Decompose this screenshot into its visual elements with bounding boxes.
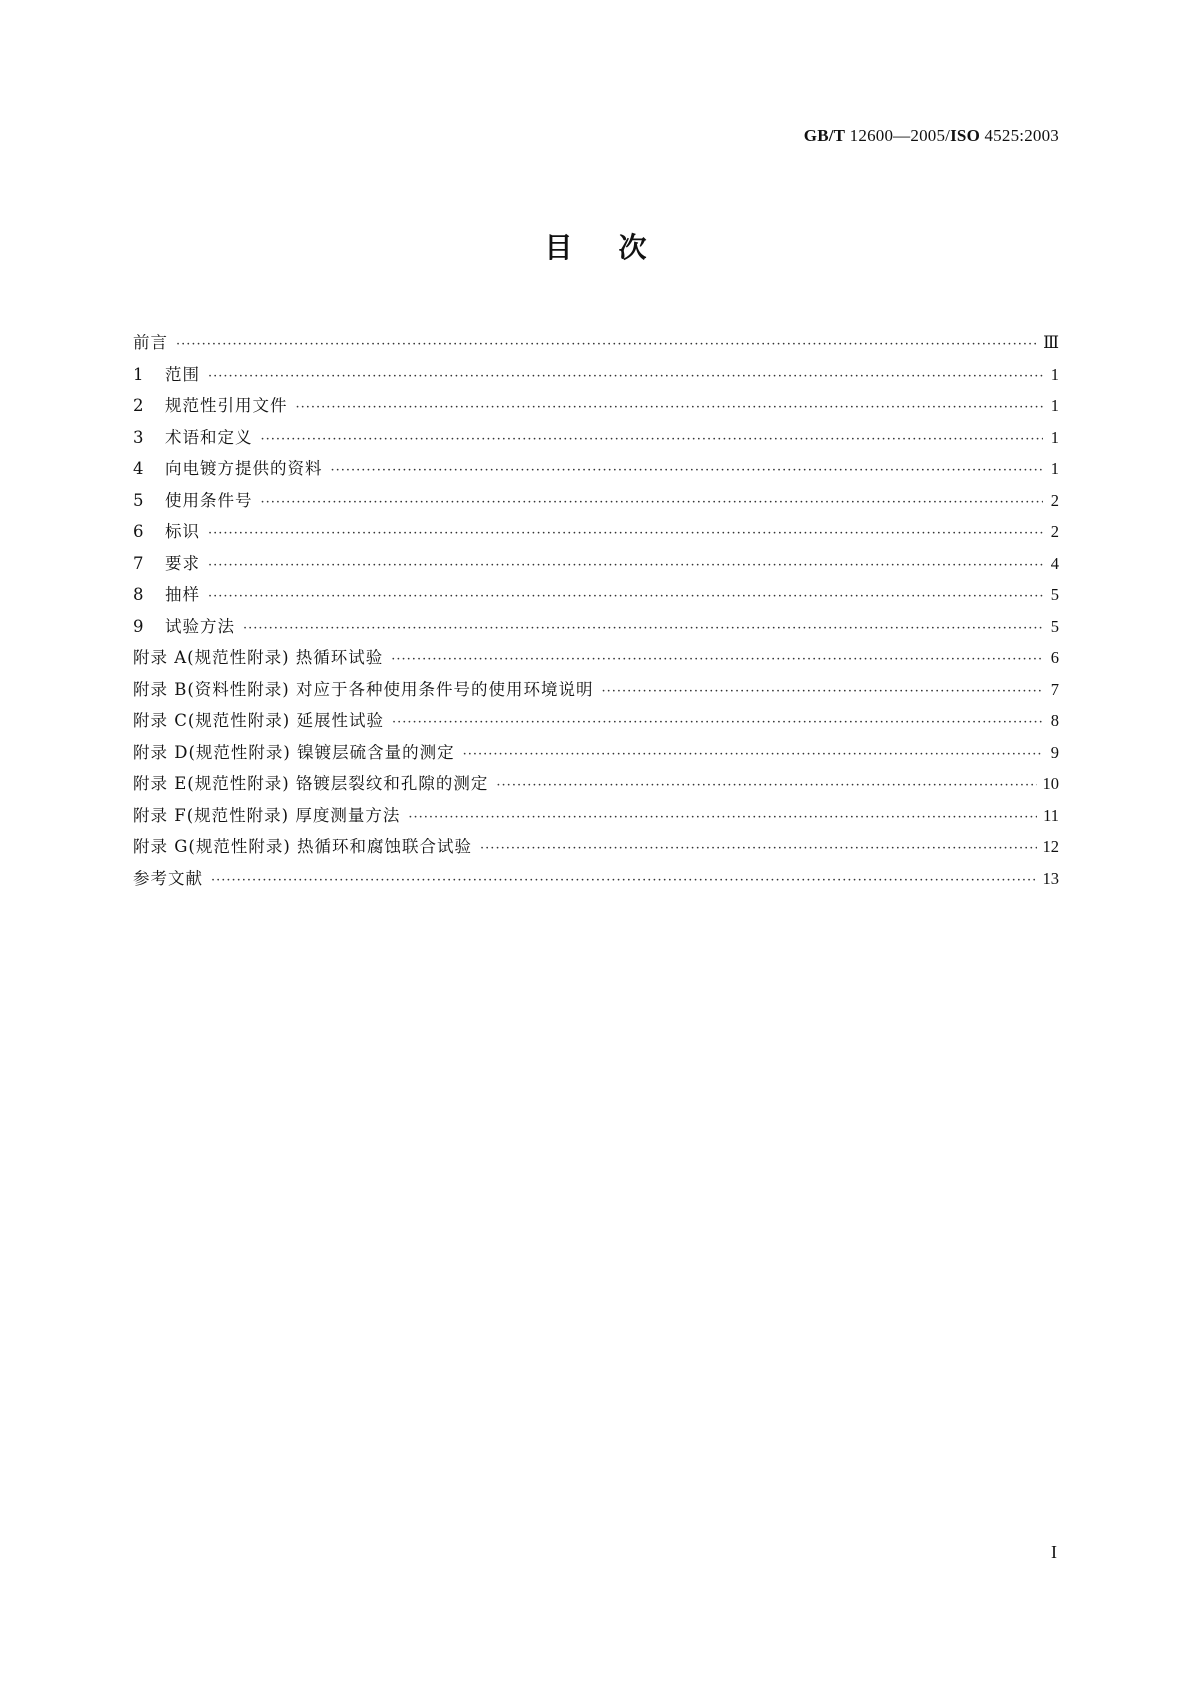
- toc-entry-number: 1: [133, 364, 144, 384]
- toc-dot-leader: [392, 707, 1043, 739]
- toc-entry-number: 3: [133, 427, 144, 447]
- toc-entry-number: 5: [133, 490, 144, 510]
- standard-code-number: 12600—2005/: [845, 126, 951, 145]
- table-of-contents: [133, 327, 1059, 894]
- toc-entry-page: 10: [1042, 774, 1059, 793]
- toc-entry-page: 12: [1042, 837, 1059, 856]
- toc-entry-title: 试验方法: [165, 616, 235, 636]
- toc-entry-number: 8: [133, 585, 144, 604]
- toc-dot-leader: [208, 518, 1043, 550]
- toc-entry[interactable]: [133, 485, 1059, 517]
- toc-entry-page: 1: [1050, 459, 1059, 478]
- toc-entry-page: 1: [1050, 364, 1059, 384]
- toc-entry-title: 附录 A(规范性附录) 热循环试验: [133, 648, 384, 667]
- standard-code-gbt: GB/T: [803, 126, 846, 145]
- standard-code-header: [804, 126, 1059, 146]
- toc-entry-page: 13: [1042, 868, 1059, 888]
- toc-dot-leader: [602, 676, 1044, 708]
- toc-dot-leader: [463, 739, 1043, 771]
- toc-entry-title: 范围: [165, 364, 200, 384]
- toc-entry[interactable]: [133, 768, 1059, 800]
- toc-entry-title: 附录 G(规范性附录) 热循环和腐蚀联合试验: [133, 837, 473, 856]
- toc-entry-page: 2: [1050, 490, 1059, 510]
- toc-dot-leader: [208, 550, 1043, 582]
- toc-dot-leader: [261, 424, 1044, 456]
- page-title: 目次: [544, 231, 693, 264]
- toc-entry-page: Ⅲ: [1043, 333, 1059, 352]
- toc-dot-leader: [211, 865, 1037, 897]
- footer-page-number: I: [1051, 1542, 1057, 1562]
- toc-dot-leader: [261, 487, 1044, 519]
- toc-entry[interactable]: [133, 863, 1059, 895]
- standard-code-iso-number: 4525:2003: [980, 126, 1059, 145]
- toc-entry-title: 使用条件号: [165, 490, 253, 510]
- toc-dot-leader: [331, 455, 1044, 487]
- toc-entry-title: 附录 F(规范性附录) 厚度测量方法: [133, 805, 401, 825]
- toc-entry[interactable]: [133, 390, 1059, 422]
- toc-dot-leader: [408, 802, 1037, 834]
- toc-entry-title: 标识: [165, 522, 200, 541]
- toc-dot-leader: [243, 613, 1043, 645]
- toc-entry[interactable]: [133, 453, 1059, 485]
- toc-entry-title: 附录 B(资料性附录) 对应于各种使用条件号的使用环境说明: [133, 679, 594, 699]
- toc-entry-number: 4: [133, 459, 144, 478]
- toc-entry[interactable]: [133, 611, 1059, 643]
- toc-entry[interactable]: [133, 327, 1059, 359]
- toc-entry-page: 8: [1050, 711, 1059, 730]
- toc-entry-number: 7: [133, 553, 144, 573]
- toc-dot-leader: [208, 581, 1043, 613]
- toc-entry-title: 前言: [133, 333, 168, 352]
- standard-code-iso: ISO: [950, 126, 981, 145]
- toc-entry-page: 4: [1050, 553, 1059, 573]
- toc-entry-page: 1: [1050, 427, 1059, 447]
- toc-entry[interactable]: [133, 800, 1059, 832]
- toc-dot-leader: [480, 833, 1036, 865]
- toc-entry-number: 9: [133, 616, 144, 636]
- toc-entry-title: 抽样: [165, 585, 200, 604]
- toc-dot-leader: [208, 361, 1043, 393]
- toc-entry-title: 要求: [165, 553, 200, 573]
- toc-entry[interactable]: [133, 705, 1059, 737]
- toc-entry[interactable]: [133, 516, 1059, 548]
- toc-entry-title: 规范性引用文件: [165, 396, 288, 415]
- toc-entry-page: 9: [1050, 742, 1059, 762]
- toc-entry[interactable]: [133, 674, 1059, 706]
- toc-entry[interactable]: [133, 737, 1059, 769]
- toc-entry-title: 参考文献: [133, 868, 203, 888]
- toc-entry-page: 11: [1043, 805, 1059, 825]
- toc-entry-title: 附录 E(规范性附录) 铬镀层裂纹和孔隙的测定: [133, 774, 489, 793]
- toc-entry[interactable]: [133, 548, 1059, 580]
- toc-entry[interactable]: [133, 422, 1059, 454]
- toc-entry[interactable]: [133, 579, 1059, 611]
- toc-entry-page: 1: [1050, 396, 1059, 415]
- toc-entry-page: 5: [1050, 616, 1059, 636]
- toc-entry[interactable]: [133, 831, 1059, 863]
- toc-entry-page: 6: [1050, 648, 1059, 667]
- toc-entry-page: 5: [1050, 585, 1059, 604]
- toc-entry[interactable]: [133, 359, 1059, 391]
- toc-entry-number: 6: [133, 522, 144, 541]
- toc-entry-number: 2: [133, 396, 144, 415]
- toc-entry-title: 术语和定义: [165, 427, 253, 447]
- toc-entry-page: 2: [1050, 522, 1059, 541]
- toc-entry-title: 附录 D(规范性附录) 镍镀层硫含量的测定: [133, 742, 455, 762]
- toc-entry-title: 附录 C(规范性附录) 延展性试验: [133, 711, 384, 730]
- toc-dot-leader: [176, 329, 1037, 361]
- toc-entry-page: 7: [1050, 679, 1059, 699]
- toc-dot-leader: [296, 392, 1044, 424]
- toc-dot-leader: [391, 644, 1043, 676]
- toc-entry-title: 向电镀方提供的资料: [165, 459, 323, 478]
- toc-entry[interactable]: [133, 642, 1059, 674]
- toc-dot-leader: [496, 770, 1036, 802]
